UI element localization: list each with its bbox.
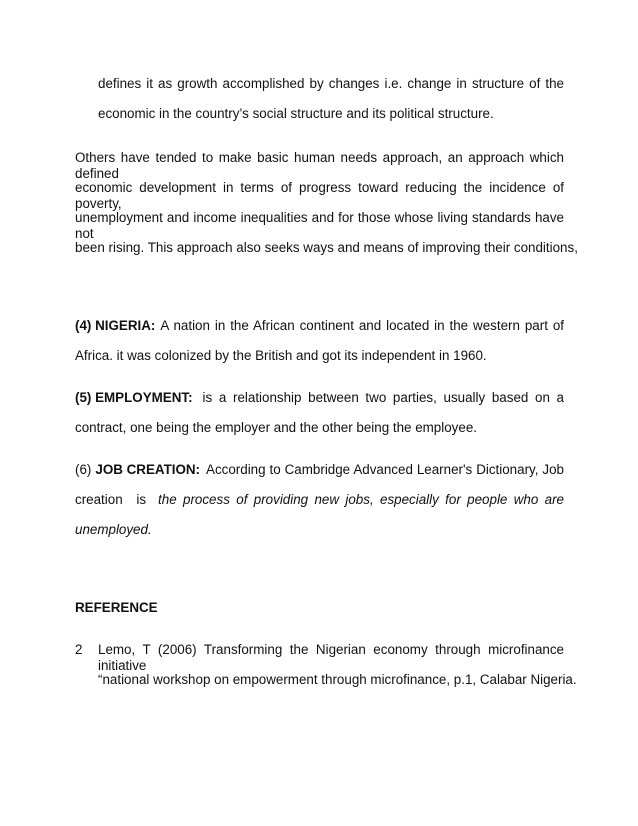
reference-item-line-2: “national workshop on empowerment through microfinance, p.1, Calabar Nigeria. (98, 672, 577, 687)
job-creation-definition-text: According to Cambridge Advanced Learner's Dictionary, Job (206, 462, 564, 477)
job-creation-quote-end: unemployed. (75, 522, 152, 537)
job-creation-definition-line-1 (75, 462, 564, 478)
needs-paragraph-line-3: unemployment and income inequalities and for those whose living standards have not (75, 210, 564, 241)
job-creation-term: JOB CREATION: (95, 462, 201, 477)
job-creation-quote: the process of providing new jobs, especially for people who are (158, 492, 564, 507)
reference-item-line-1: Lemo, T (2006) Transforming the Nigerian economy through microfinance initiative (98, 642, 564, 673)
job-creation-lead: creation is (75, 492, 147, 507)
employment-term: (5) EMPLOYMENT: (75, 390, 193, 405)
employment-definition-text: is a relationship between two parties, usually based on a (202, 390, 564, 405)
job-creation-number: (6) (75, 462, 92, 477)
employment-definition-line-1 (75, 390, 564, 406)
needs-paragraph-line-2: economic development in terms of progress toward reducing the incidence of poverty, (75, 180, 564, 211)
nigeria-definition-line-1 (75, 318, 564, 334)
employment-definition-line-2: contract, one being the employer and the other being the employee. (75, 420, 477, 435)
reference-item-number: 2 (75, 642, 83, 657)
needs-paragraph-line-4: been rising. This approach also seeks ways and means of improving their conditions, (75, 240, 578, 255)
nigeria-definition-line-2: Africa. it was colonized by the British and got its independent in 1960. (75, 348, 487, 363)
continuation-line-1: defines it as growth accomplished by changes i.e. change in structure of the (98, 76, 564, 91)
nigeria-definition-text: A nation in the African continent and located in the western part of (160, 318, 564, 333)
needs-paragraph-line-1: Others have tended to make basic human needs approach, an approach which defined (75, 150, 564, 181)
nigeria-term: (4) NIGERIA: (75, 318, 156, 333)
reference-heading: REFERENCE (75, 600, 158, 615)
job-creation-definition-line-2 (75, 492, 564, 508)
continuation-line-2: economic in the country’s social structure and its political structure. (98, 106, 494, 121)
